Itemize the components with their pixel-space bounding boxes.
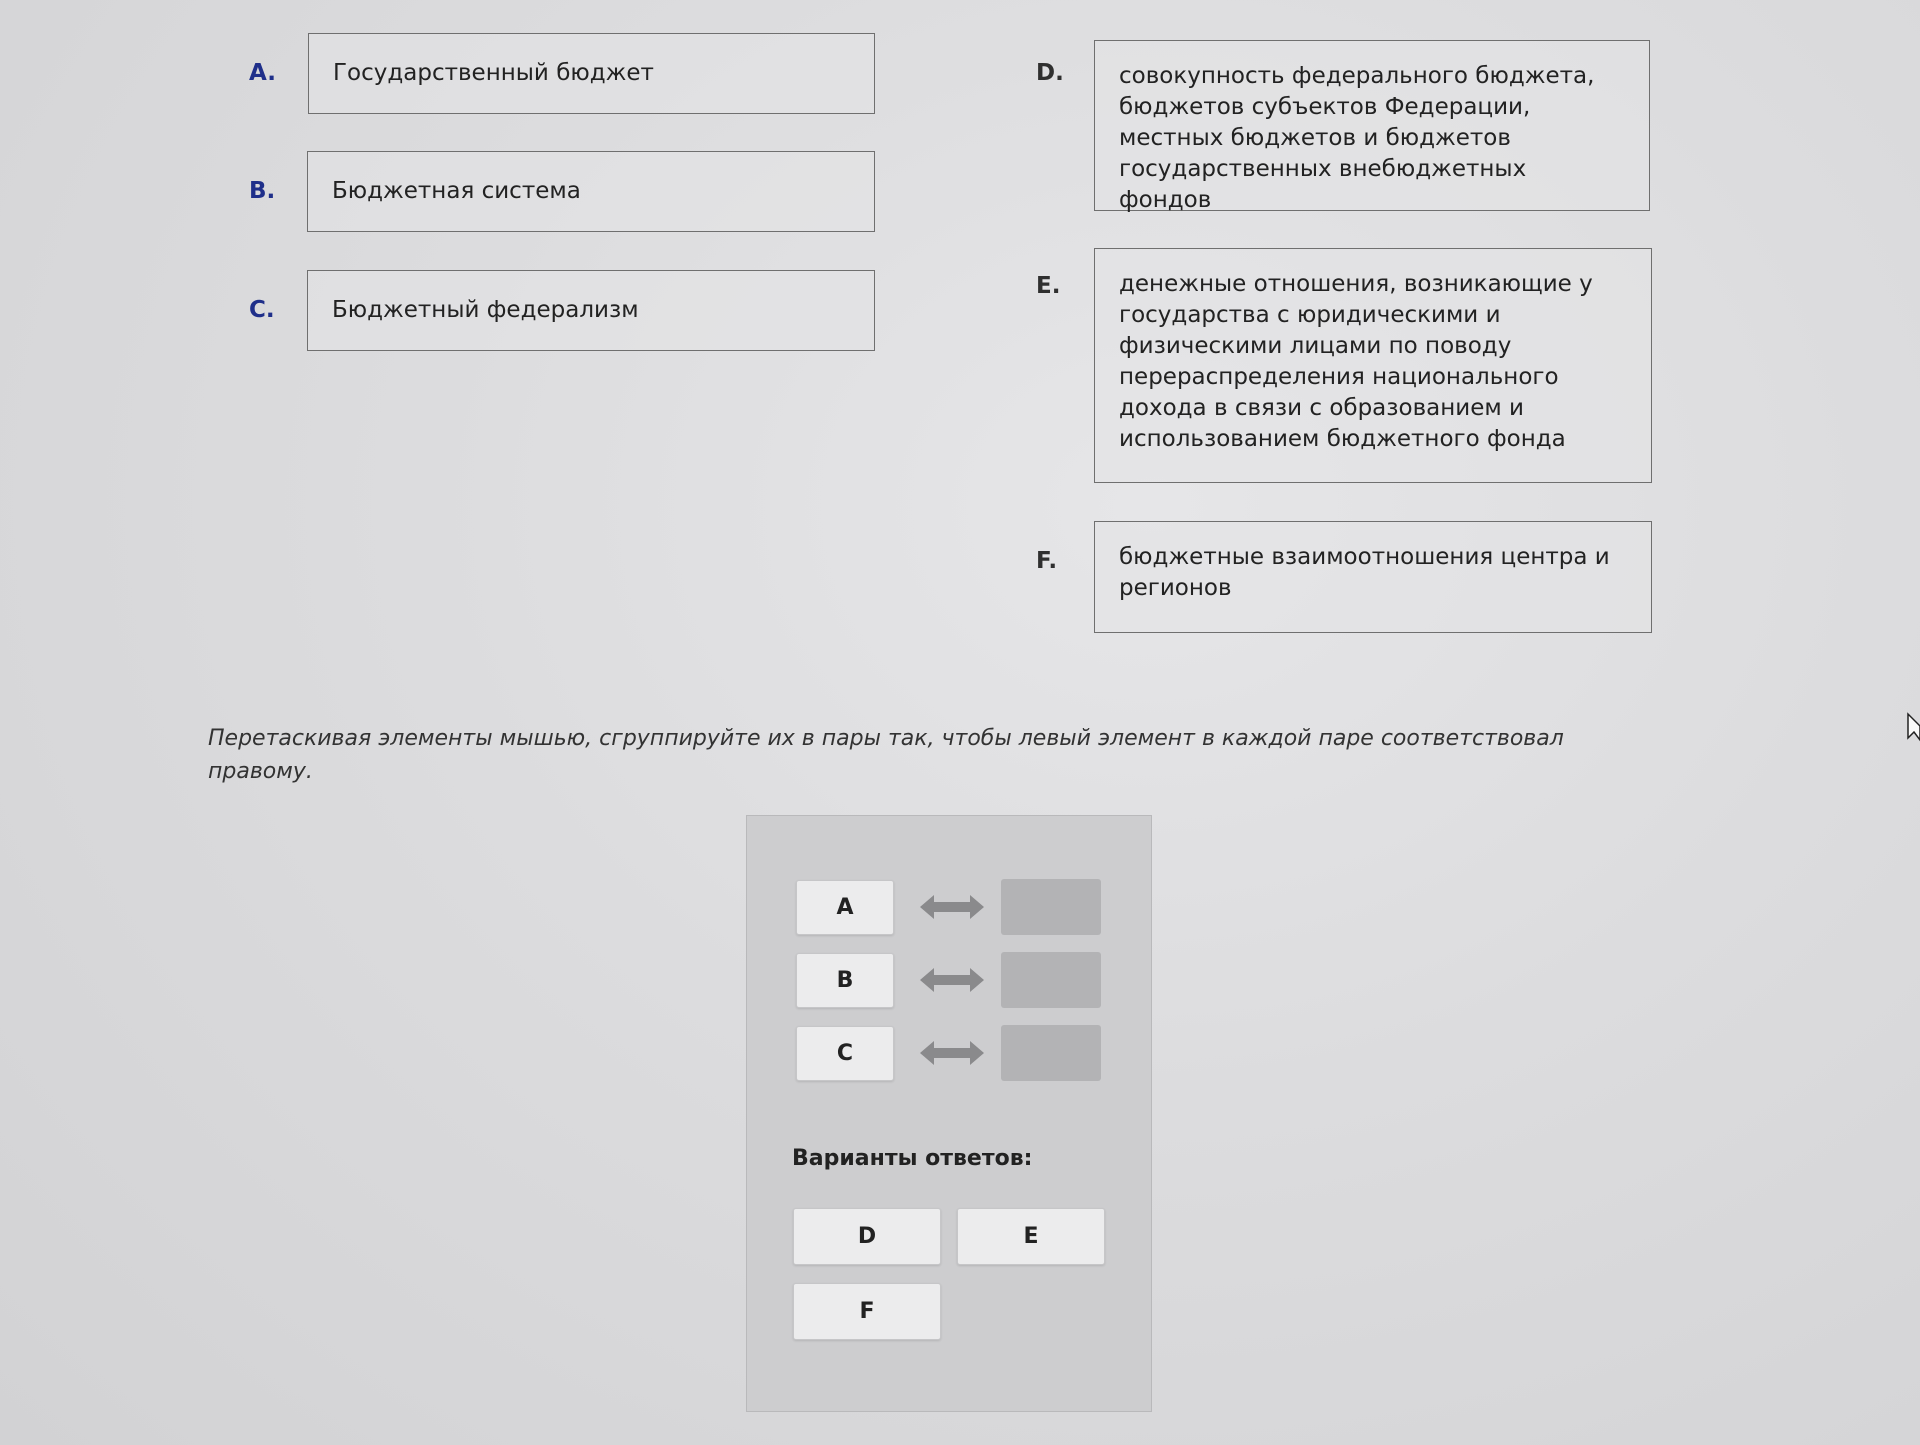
pair-left-item-b[interactable]: B xyxy=(796,953,894,1008)
drop-slot-a[interactable] xyxy=(1001,879,1101,935)
term-box-c xyxy=(307,270,875,351)
definition-text-e: денежные отношения, возникающие у государства с юридическими и физическими лицами по поводу перераспределения национального дохода в связи с образованием и использованием бюджетного фонда xyxy=(1119,271,1593,452)
answer-option-e[interactable]: E xyxy=(957,1208,1105,1265)
definition-letter-d: D. xyxy=(1036,60,1064,86)
definition-box-e xyxy=(1094,248,1652,483)
answer-option-f[interactable]: F xyxy=(793,1283,941,1340)
double-arrow-icon xyxy=(920,892,984,922)
term-text-a: Государственный бюджет xyxy=(333,60,654,86)
term-letter-a: A. xyxy=(249,60,276,86)
drop-slot-b[interactable] xyxy=(1001,952,1101,1008)
term-box-a xyxy=(308,33,875,114)
answer-options-title: Варианты ответов: xyxy=(792,1146,1033,1171)
definition-text-d: совокупность федерального бюджета, бюджетов субъектов Федерации, местных бюджетов и бюджетов государственных внебюджетных фондов xyxy=(1119,63,1595,213)
definition-letter-f: F. xyxy=(1036,548,1058,574)
mouse-cursor-icon xyxy=(1906,712,1920,742)
answer-option-d[interactable]: D xyxy=(793,1208,941,1265)
term-box-b xyxy=(307,151,875,232)
definition-box-d xyxy=(1094,40,1650,211)
pair-left-item-a[interactable]: A xyxy=(796,880,894,935)
drop-slot-c[interactable] xyxy=(1001,1025,1101,1081)
pair-left-item-c[interactable]: C xyxy=(796,1026,894,1081)
definition-letter-e: E. xyxy=(1036,273,1061,299)
definition-box-f xyxy=(1094,521,1652,633)
term-letter-c: C. xyxy=(249,297,275,323)
term-text-c: Бюджетный федерализм xyxy=(332,297,639,323)
term-letter-b: B. xyxy=(249,178,276,204)
double-arrow-icon xyxy=(920,1038,984,1068)
double-arrow-icon xyxy=(920,965,984,995)
definition-text-f: бюджетные взаимоотношения центра и регионов xyxy=(1119,544,1610,601)
term-text-b: Бюджетная система xyxy=(332,178,581,204)
instruction-text: Перетаскивая элементы мышью, сгруппируйте их в пары так, чтобы левый элемент в каждой паре соответствовал правому. xyxy=(208,726,1564,784)
pairing-panel xyxy=(746,815,1152,1412)
